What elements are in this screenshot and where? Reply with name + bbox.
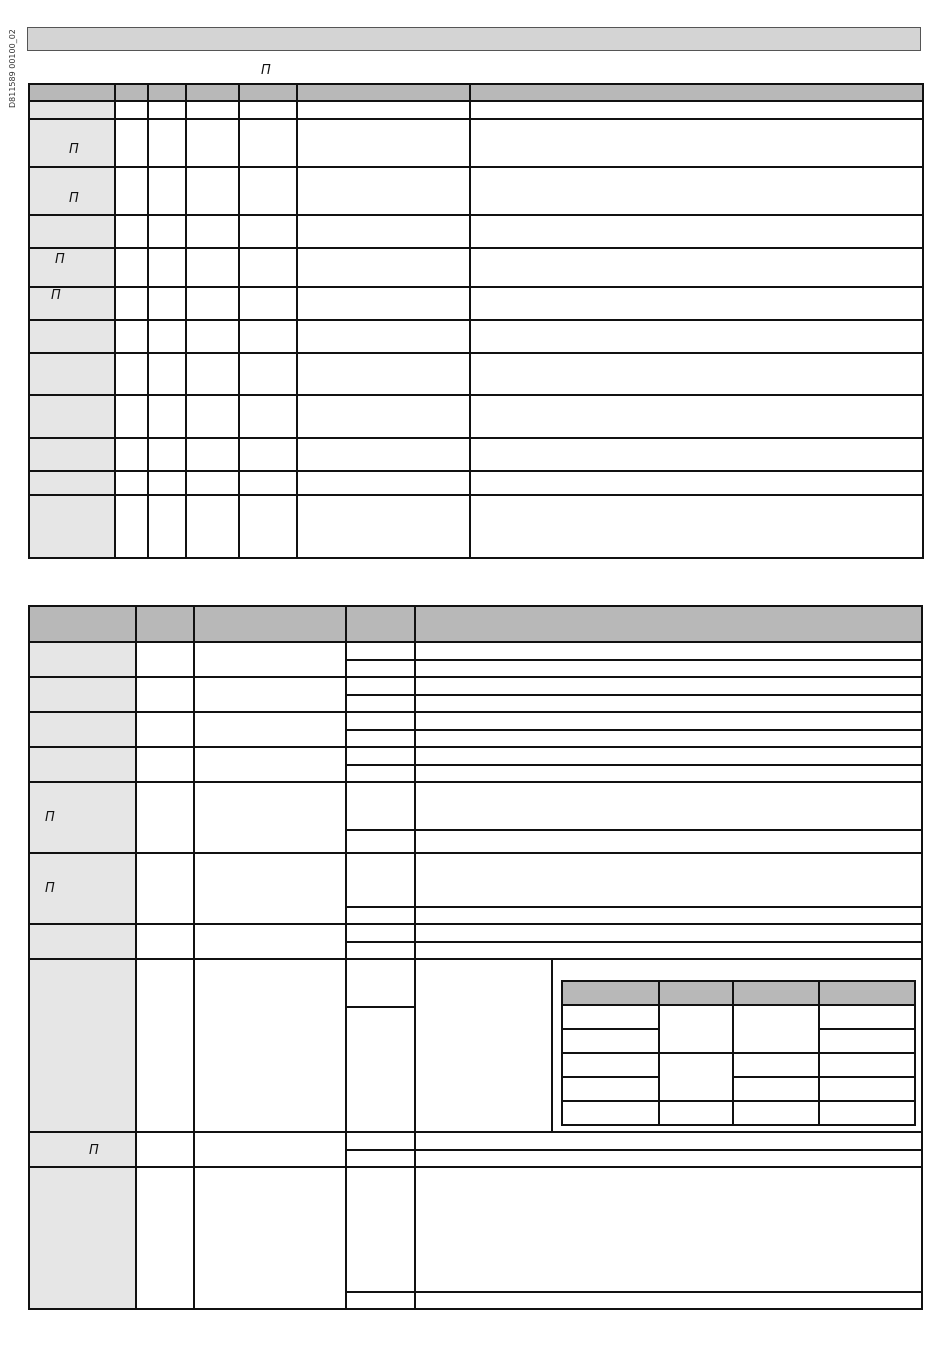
pi-symbol-icon: Π [45, 810, 55, 825]
table-row [29, 287, 923, 320]
header-cell [239, 84, 297, 101]
header-cell [297, 84, 470, 101]
header-cell [29, 606, 136, 642]
parameters-table [28, 83, 924, 559]
table-row [29, 1167, 922, 1292]
section-title-bar [27, 27, 921, 51]
header-cell [562, 981, 659, 1005]
table-row [29, 782, 922, 830]
document-code: D811589 00100_02 [8, 29, 17, 108]
header-cell [136, 606, 194, 642]
table-row [29, 471, 923, 495]
table-row [29, 215, 923, 248]
table-row [29, 959, 922, 1007]
table-row [562, 1077, 915, 1101]
inner-divider [551, 960, 553, 1131]
table-row [29, 438, 923, 471]
header-cell [148, 84, 186, 101]
table-row [29, 248, 923, 287]
pi-symbol-icon: Π [45, 881, 55, 896]
pi-symbol-icon: Π [69, 191, 79, 206]
table-row [29, 119, 923, 167]
table-row [29, 495, 923, 558]
table-row [29, 1132, 922, 1150]
table-row [29, 167, 923, 215]
header-cell [470, 84, 923, 101]
header-cell [733, 981, 819, 1005]
functions-table [28, 605, 923, 1310]
inner-table [561, 980, 916, 1126]
nested-table-cell [415, 959, 922, 1132]
table-row [562, 1053, 915, 1077]
header-cell [186, 84, 239, 101]
table-header-row [29, 606, 922, 642]
pi-symbol-icon: Π [261, 63, 271, 78]
table-row [29, 747, 922, 765]
table-row [29, 320, 923, 353]
header-cell [194, 606, 346, 642]
table-header-row [29, 84, 923, 101]
pi-symbol-icon: Π [55, 252, 65, 267]
table-row [29, 395, 923, 438]
pi-symbol-icon: Π [69, 142, 79, 157]
table-row [29, 677, 922, 695]
table-row [29, 353, 923, 395]
pi-symbol-icon: Π [89, 1143, 99, 1158]
header-cell [346, 606, 415, 642]
header-cell [29, 84, 115, 101]
table-row [562, 1005, 915, 1029]
header-cell [659, 981, 733, 1005]
table-row [562, 1101, 915, 1125]
table-row [29, 853, 922, 907]
pi-symbol-icon: Π [51, 288, 61, 303]
header-cell [415, 606, 922, 642]
table-row [29, 712, 922, 730]
header-cell [819, 981, 915, 1005]
table-row [29, 101, 923, 119]
inner-header-row [562, 981, 915, 1005]
table-row [29, 924, 922, 942]
header-cell [115, 84, 148, 101]
table-row [29, 642, 922, 660]
